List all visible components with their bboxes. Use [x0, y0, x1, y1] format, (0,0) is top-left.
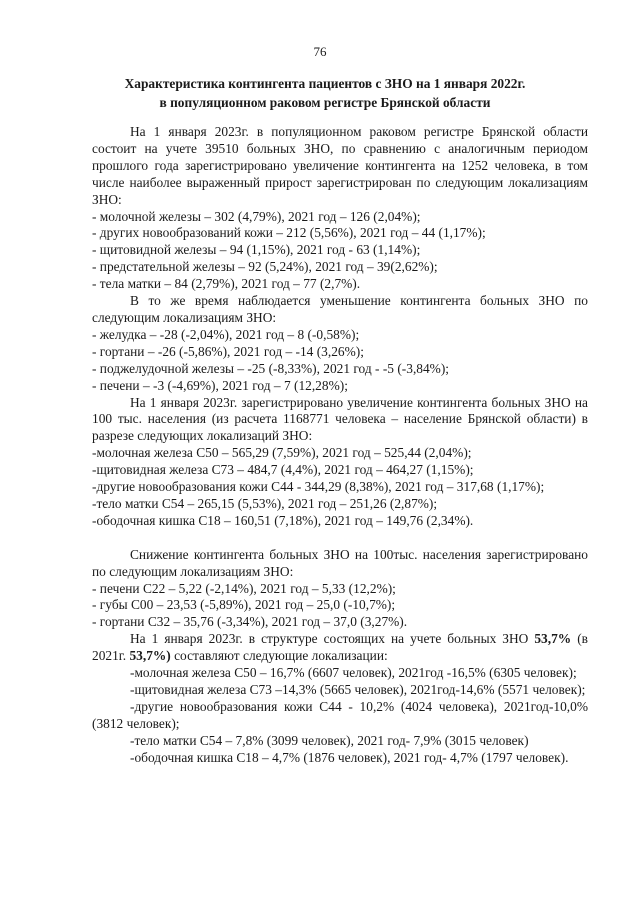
- list-item: -тело матки С54 – 7,8% (3099 человек), 2021 год- 7,9% (3015 человек): [130, 732, 529, 748]
- list-item: - других новообразований кожи – 212 (5,56%), 2021 год – 44 (1,17%);: [92, 225, 486, 241]
- list-item: -ободочная кишка С18 – 160,51 (7,18%), 2021 год – 149,76 (2,34%).: [92, 512, 474, 528]
- list-item: -другие новообразования кожи С44 - 344,29 (8,38%), 2021 год – 317,68 (1,17%);: [92, 479, 545, 495]
- structure-intro-end: составляют следующие локализации:: [170, 648, 388, 664]
- list-item: - губы С00 – 23,53 (-5,89%), 2021 год – 25,0 (-10,7%);: [92, 597, 396, 613]
- list-item: -молочная железа С50 – 16,7% (6607 человек), 2021год -16,5% (6305 человек);: [130, 665, 577, 681]
- list-item: -тело матки С54 – 265,15 (5,53%), 2021 год – 251,26 (2,87%);: [92, 495, 438, 511]
- title-line-1: Характеристика контингента пациентов с ЗНО на 1 января 2022г.: [124, 76, 526, 91]
- decrease-list: [92, 327, 588, 395]
- list-item: -другие новообразования кожи С44 - 10,2% (4024 человека), 2021год-10,0% (3812 человек);: [92, 698, 588, 731]
- list-item: - печени – -3 (-4,69%), 2021 год – 7 (12,28%);: [92, 377, 348, 393]
- paragraph-decrease: В то же время наблюдается уменьшение контингента больных ЗНО по следующим локализациям ЗНО:: [92, 293, 588, 325]
- document-body: [92, 124, 588, 767]
- list-item: - щитовидной железы – 94 (1,15%), 2021 год - 63 (1,14%);: [92, 242, 421, 258]
- list-item: - тела матки – 84 (2,79%), 2021 год – 77 (2,7%).: [92, 276, 361, 292]
- paragraph-per100k: На 1 января 2023г. зарегистрировано увеличение контингента больных ЗНО на 100 тыс. населения (из расчета 1168771 человека – население Брянской области) в разрезе следующих локализаций ЗНО:: [92, 394, 588, 444]
- reduction-list: [92, 581, 588, 632]
- list-item: - поджелудочной железы – -25 (-8,33%), 2021 год - -5 (-3,84%);: [92, 360, 450, 376]
- list-item: - предстательной железы – 92 (5,24%), 2021 год – 39(2,62%);: [92, 259, 438, 275]
- structure-intro-mid: (в 2021г.: [92, 631, 588, 664]
- structure-share-2021: 53,7%): [129, 648, 171, 664]
- list-item: -молочная железа С50 – 565,29 (7,59%), 2021 год – 525,44 (2,04%);: [92, 445, 472, 461]
- structure-list: [92, 665, 588, 766]
- list-item: -щитовидная железа С73 – 484,7 (4,4%), 2021 год – 464,27 (1,15%);: [92, 462, 474, 478]
- list-item: -щитовидная железа С73 –14,3% (5665 человек), 2021год-14,6% (5571 человек);: [130, 682, 586, 697]
- paragraph-intro: На 1 января 2023г. в популяционном раковом регистре Брянской области состоит на учете 39510 больных ЗНО, по сравнению с аналогичным периодом прошлого года зарегистрировано увеличение контингента на 1252 человека, в том числе наиболее выраженный прирост зарегистрирован по следующим локализациям ЗНО:: [92, 124, 588, 207]
- list-item: - гортани – -26 (-5,86%), 2021 год – -14 (3,26%);: [92, 343, 364, 359]
- increase-list: [92, 209, 588, 294]
- list-item: -ободочная кишка С18 – 4,7% (1876 человек), 2021 год- 4,7% (1797 человек).: [130, 749, 569, 765]
- structure-share-2022: 53,7%: [534, 631, 572, 647]
- list-item: - гортани С32 – 35,76 (-3,34%), 2021 год – 37,0 (3,27%).: [92, 614, 408, 630]
- document-title: [90, 74, 560, 112]
- list-item: - желудка – -28 (-2,04%), 2021 год – 8 (-0,58%);: [92, 326, 360, 342]
- structure-intro: На 1 января 2023г. в структуре состоящих на учете больных ЗНО: [130, 631, 529, 647]
- page-number: 76: [313, 44, 327, 59]
- spacer: [92, 530, 588, 547]
- per100k-list: [92, 445, 588, 530]
- paragraph-structure: [92, 631, 588, 665]
- list-item: - молочной железы – 302 (4,79%), 2021 год – 126 (2,04%);: [92, 208, 421, 224]
- title-line-2: в популяционном раковом регистре Брянской области: [159, 95, 491, 110]
- list-item: - печени С22 – 5,22 (-2,14%), 2021 год – 5,33 (12,2%);: [92, 580, 396, 596]
- paragraph-reduction: Снижение контингента больных ЗНО на 100тыс. населения зарегистрировано по следующим локализациям ЗНО:: [92, 546, 588, 579]
